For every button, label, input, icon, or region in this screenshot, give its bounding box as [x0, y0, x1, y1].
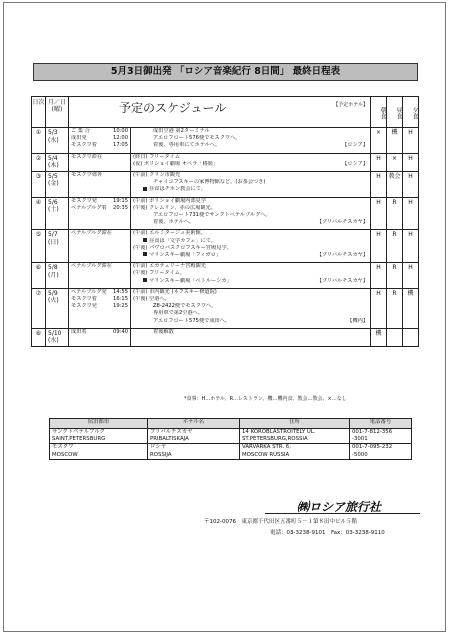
activity-line [131, 186, 370, 193]
activity-text: 専用車で第2空港へ。 [153, 310, 203, 317]
day-number: ③ [32, 171, 46, 197]
weekday: (木) [48, 162, 59, 170]
hotel-name: 【プリバルチスカヤ】 [316, 251, 369, 258]
activity-text: (午前) クリン市観光 [133, 171, 181, 178]
activity-text: Z8-2422便でモスクワへ。 [153, 303, 217, 310]
hotel-city-line: SAINT.PETERSBURG [52, 436, 106, 443]
schedule-row [32, 288, 419, 328]
meal-dinner: H [403, 230, 419, 263]
place-time-line [69, 198, 130, 205]
activity-text: チャイコフスキーの家博物館など。(お茶会つき) [153, 179, 266, 186]
meal-dinner: H [403, 153, 419, 171]
weekday: (水) [48, 136, 59, 144]
place-time-line [69, 329, 130, 336]
date-cell [46, 197, 69, 230]
activity-text: (午後) フリータイム。 [133, 270, 186, 277]
activity-line [131, 172, 370, 179]
activity-text: アエロフロート575便で成田へ。 [153, 317, 231, 324]
hotel-row [50, 444, 412, 459]
meal-note: *食事：H…ホテル、R…レストラン、機…機内食、教会…教会、×…なし [184, 396, 347, 402]
day-number: ② [32, 153, 46, 171]
date-cell [46, 128, 69, 154]
place-time-line [69, 135, 130, 142]
time: 17:05 [113, 142, 128, 149]
schedule-row [32, 153, 419, 171]
schedule-row [32, 128, 419, 154]
bullet-square-icon [143, 252, 147, 256]
hotel-phone-line: 001-7-095-232 [352, 444, 393, 451]
activity-text: 昼食は「文学カフェ」にて。 [149, 237, 217, 244]
activity-text: (午前) ボリショイ劇場内部見学 [133, 197, 207, 204]
date: 5/8 [48, 264, 58, 272]
activity-text: マリンスキー劇場「ペトルーシカ」 [149, 277, 232, 284]
place-time-line [69, 263, 130, 270]
hotel-col-address: 住所 [240, 419, 350, 429]
activity-cell [131, 153, 371, 171]
activity-cell [131, 288, 371, 328]
activity-line [131, 161, 370, 168]
activity-text: マリンスキー劇場「フィガロ」 [149, 251, 222, 258]
schedule-row [32, 230, 419, 263]
meal-lunch-header: 昼食 [387, 97, 403, 128]
place: ご 集 合 [71, 128, 90, 134]
place-cell [69, 128, 131, 154]
meal-dinner: 機 [403, 288, 419, 328]
meal-lunch: 教会 [387, 171, 403, 197]
col-date-header: 月／日 (曜) [46, 97, 69, 128]
hotel-phone-line: 001-7-812-356 [352, 429, 393, 435]
schedule-table [31, 96, 419, 347]
place: ペテルブルグ着 [71, 204, 107, 211]
hotel-name: 【ロシア】 [342, 160, 369, 167]
hotel-label: 【予定ホテル】 [333, 102, 369, 108]
hotel-phone-line: -5000 [352, 451, 368, 458]
activity-line [131, 230, 370, 237]
activity-line [131, 303, 370, 310]
date: 5/6 [48, 198, 58, 206]
day-number: ⑦ [32, 288, 46, 328]
hotel-address-line: MOSCOW RUSSIA [242, 451, 290, 458]
activity-line [131, 278, 370, 285]
hotel-name: 【ロシア】 [342, 142, 369, 149]
activity-line [131, 212, 370, 219]
place: 成田発 [71, 135, 87, 142]
activity-line [131, 179, 370, 186]
activity-text: (午後) クレムリン、赤の広場観光。 [133, 204, 216, 211]
schedule-row [32, 197, 419, 230]
weekday: (水) [48, 337, 59, 345]
date-cell [46, 328, 69, 346]
place-time-line [69, 154, 130, 161]
activity-line [131, 296, 370, 303]
place: 成田着 [71, 328, 87, 335]
schedule-header-row [32, 97, 419, 128]
time: 14:55 [113, 288, 128, 295]
place: モスクワ滞在 [71, 153, 103, 160]
hotel-city-line: MOSCOW [52, 451, 78, 458]
hotel-phone-line: -3001 [352, 436, 368, 443]
time: 09:40 [113, 328, 128, 335]
activity-cell [131, 263, 371, 289]
bullet-square-icon [143, 278, 147, 282]
weekday: (日) [48, 238, 59, 246]
meal-dinner-header: 夕食 [403, 97, 419, 128]
place: ペテルブルグ滞在 [71, 263, 112, 270]
meal-dinner: H [403, 171, 419, 197]
activity-line [131, 142, 370, 149]
activity-text: (午前) エルミタージュ美術館。 [133, 230, 206, 237]
col-day-header: 日次 [32, 97, 46, 128]
place-cell [69, 153, 131, 171]
day-number: ⑤ [32, 230, 46, 263]
hotel-city [50, 444, 148, 459]
activity-line [131, 263, 370, 270]
meal-lunch: R [387, 197, 403, 230]
weekday: (土) [48, 206, 59, 214]
place-cell [69, 230, 131, 263]
schedule-row [32, 263, 419, 289]
hotel-phone [350, 444, 412, 459]
hotel-name: 【プリバルチスカヤ】 [316, 277, 369, 284]
activity-line [131, 289, 370, 296]
activity-line [131, 219, 370, 226]
activity-cell [131, 328, 371, 346]
activity-line [131, 329, 370, 336]
day-number: ⑧ [32, 328, 46, 346]
meal-breakfast: H [371, 153, 387, 171]
place: ペテルブルグ発 [71, 288, 107, 295]
meal-breakfast: H [371, 171, 387, 197]
date: 5/9 [48, 289, 58, 297]
meal-lunch: × [387, 153, 403, 171]
hotel-city-line: モスクワ [52, 444, 74, 451]
date: 5/10 [48, 329, 62, 337]
place-cell [69, 197, 131, 230]
date: 5/7 [48, 231, 58, 239]
place-time-line [69, 128, 130, 135]
activity-line [131, 205, 370, 212]
meal-breakfast: H [371, 263, 387, 289]
bullet-square-icon [143, 238, 147, 242]
date: 5/3 [48, 129, 58, 136]
place: モスクワ着 [71, 142, 97, 149]
hotel-hotel [148, 444, 240, 459]
place: モスクワ発 [71, 303, 97, 310]
activity-text: アエロフロート731便でサンクトペテルブルグへ。 [153, 211, 271, 218]
date-cell [46, 288, 69, 328]
meal-lunch: R [387, 288, 403, 328]
place: モスクワ郊外 [71, 171, 103, 178]
meal-dinner: H [403, 197, 419, 230]
meal-breakfast: H [371, 288, 387, 328]
company-phone: 電話：03-3238-9101 Fax：03-3238-9110 [270, 530, 385, 536]
hotel-hotel-line: ロシヤ [150, 444, 167, 451]
activity-cell [131, 171, 371, 197]
place-cell [69, 328, 131, 346]
activity-text: (午前) エカテェリーナ宮殿観光 [133, 263, 206, 270]
meal-dinner: H [403, 128, 419, 154]
activity-text: (午後) パヴロバスクロフスキー宮殿見学。 [133, 244, 232, 251]
activity-text: (終日) フリータイム [133, 153, 180, 160]
hotel-city-line: サンクトペテルブルク [52, 429, 105, 435]
meal-breakfast: H [371, 230, 387, 263]
meal-breakfast-header: 朝食 [371, 97, 387, 128]
hotel-address-line: ST.PETERSBURG,ROSSIA [242, 436, 308, 443]
meal-dinner: H [403, 263, 419, 289]
activity-line [131, 245, 370, 252]
activity-line [131, 198, 370, 205]
schedule-title: 予定のスケジュール [119, 101, 227, 115]
activity-text: 着後、専用車にてホテルへ。 [153, 142, 221, 149]
hotel-table [49, 418, 412, 460]
time: 16:15 [113, 295, 128, 302]
place-cell [69, 171, 131, 197]
place-cell [69, 263, 131, 289]
schedule-row [32, 328, 419, 346]
place-time-line [69, 172, 130, 179]
activity-line [131, 238, 370, 245]
activity-text: 昼食はチホン教会にて。 [149, 186, 206, 193]
activity-line [131, 135, 370, 142]
day-number: ① [32, 128, 46, 154]
activity-cell [131, 197, 371, 230]
activity-line [131, 252, 370, 259]
time: 20:35 [113, 204, 128, 211]
activity-line [131, 310, 370, 317]
activity-text: 成田空港 第2ターミナル [153, 128, 210, 134]
hotel-hotel [148, 429, 240, 444]
day-number: ④ [32, 197, 46, 230]
meal-dinner [403, 328, 419, 346]
place-time-line [69, 205, 130, 212]
date-cell [46, 153, 69, 171]
activity-line [131, 128, 370, 135]
activity-text: 着後、ホテルへ。 [153, 219, 195, 226]
meal-breakfast: 機 [371, 328, 387, 346]
activity-cell [131, 128, 371, 154]
date: 5/4 [48, 154, 58, 162]
place: モスクワ着 [71, 295, 97, 302]
time: 19:25 [113, 303, 128, 310]
activity-cell [131, 230, 371, 263]
schedule-row [32, 171, 419, 197]
activity-text: (夜) ボリショイ劇場 オペラ「椿姫」 [133, 160, 219, 167]
hotel-col-phone: 電話番号 [350, 419, 412, 429]
time: 19:15 [113, 197, 128, 204]
meal-breakfast: H [371, 197, 387, 230]
place-cell [69, 288, 131, 328]
activity-text: アエロフロート576便でモスクワへ。 [153, 135, 241, 142]
hotel-col-name: ホテル名 [148, 419, 240, 429]
hotel-address [240, 429, 350, 444]
meal-lunch: R [387, 230, 403, 263]
activity-line [131, 154, 370, 161]
date-cell [46, 230, 69, 263]
bullet-square-icon [143, 187, 147, 191]
activity-text: (午後) 空港へ。 [133, 295, 170, 302]
hotel-address-line: VARVARKA STR. 6, [242, 444, 291, 451]
activity-text: 着後解散 [153, 328, 174, 335]
hotel-hotel-line: プリバルチスカヤ [150, 429, 193, 435]
meal-lunch [387, 328, 403, 346]
time: 12:00 [113, 135, 128, 142]
hotel-address-line: 14 KOROBLASTROITELY UL. [242, 429, 316, 435]
document-title: 5月3日御出発 「ロシア音楽紀行 8日間」 最終日程表 [33, 63, 418, 81]
date-cell [46, 171, 69, 197]
hotel-address [240, 444, 350, 459]
meal-breakfast: × [371, 128, 387, 154]
weekday: (火) [48, 297, 59, 305]
hotel-header-row [50, 419, 412, 429]
company-address: 〒102-0076 東京都千代田区五番町５－１第８田中ビル５階 [204, 519, 357, 525]
hotel-name: 【機内】 [347, 317, 369, 324]
place-time-line [69, 289, 130, 296]
meal-lunch: R [387, 263, 403, 289]
place-time-line [69, 303, 130, 310]
weekday: (金) [48, 180, 59, 188]
hotel-row [50, 429, 412, 444]
place-time-line [69, 296, 130, 303]
time: 10:00 [113, 128, 128, 134]
hotel-hotel-line: PRIBALTISKAJA [150, 436, 189, 443]
schedule-title-cell [69, 97, 371, 128]
date: 5/5 [48, 172, 58, 180]
hotel-phone [350, 429, 412, 444]
place: ペテルブルグ滞在 [71, 230, 112, 237]
activity-line [131, 270, 370, 277]
place-time-line [69, 230, 130, 237]
place-time-line [69, 142, 130, 149]
company-logo: ㈱ロシア旅行社 [297, 500, 382, 514]
meal-lunch: 機 [387, 128, 403, 154]
hotel-col-city: 宿泊都市 [50, 419, 148, 429]
logo-divider [265, 513, 420, 514]
hotel-name: 【プリバルチスカヤ】 [316, 219, 369, 226]
activity-text: (午前) 市内観光 (ネフスキー修道院) [133, 288, 217, 295]
date-cell [46, 263, 69, 289]
place: モスクワ発 [71, 197, 97, 204]
activity-line [131, 318, 370, 325]
hotel-city [50, 429, 148, 444]
hotel-hotel-line: ROSSIJA [150, 451, 172, 458]
day-number: ⑥ [32, 263, 46, 289]
weekday: (月) [48, 271, 59, 279]
